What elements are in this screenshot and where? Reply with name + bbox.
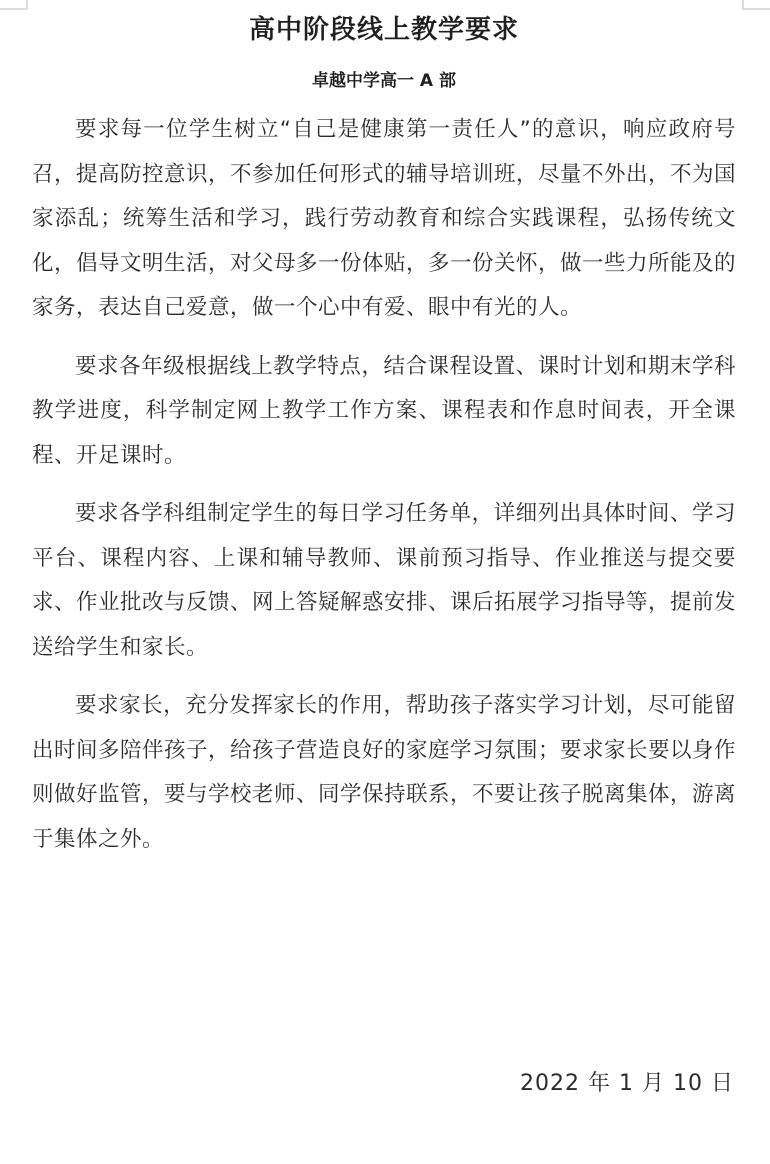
paragraph-grade-requirements: 要求各年级根据线上教学特点，结合课程设置、课时计划和期末学科教学进度，科学制定网上教学工作方案、课程表和作息时间表，开全课程、开足课时。 [32,353,736,468]
document-subtitle: 卓越中学高一 A 部 [312,71,456,91]
paragraph-student-requirements: 要求每一位学生树立“自己是健康第一责任人”的意识，响应政府号召，提高防控意识，不参加任何形式的辅导培训班，尽量不外出，不为国家添乱；统筹生活和学习，践行劳动教育和综合实践课程，弘扬传统文化，倡导文明生活，对父母多一份体贴，多一份关怀，做一些力所能及的家务，表达自己爱意，做一个心中有爱、眼中有光的人。 [32,117,737,320]
document-date: 2022 年 1 月 10 日 [520,1071,734,1096]
document-body [32,108,736,862]
document-title: 高中阶段线上教学要求 [248,15,519,45]
document [32,0,736,876]
paragraph-parent-requirements: 要求家长，充分发挥家长的作用，帮助孩子落实学习计划，尽可能留出时间多陪伴孩子，给孩子营造良好的家庭学习氛围；要求家长要以身作则做好监管，要与学校老师、同学保持联系，不要让孩子脱离集体，游离于集体之外。 [32,693,737,852]
crop-mark-left [0,0,28,10]
crop-mark-right [742,0,770,10]
paragraph-subject-requirements: 要求各学科组制定学生的每日学习任务单，详细列出具体时间、学习平台、课程内容、上课和辅导教师、课前预习指导、作业推送与提交要求、作业批改与反馈、网上答疑解惑安排、课后拓展学习指导等，提前发送给学生和家长。 [32,501,737,660]
